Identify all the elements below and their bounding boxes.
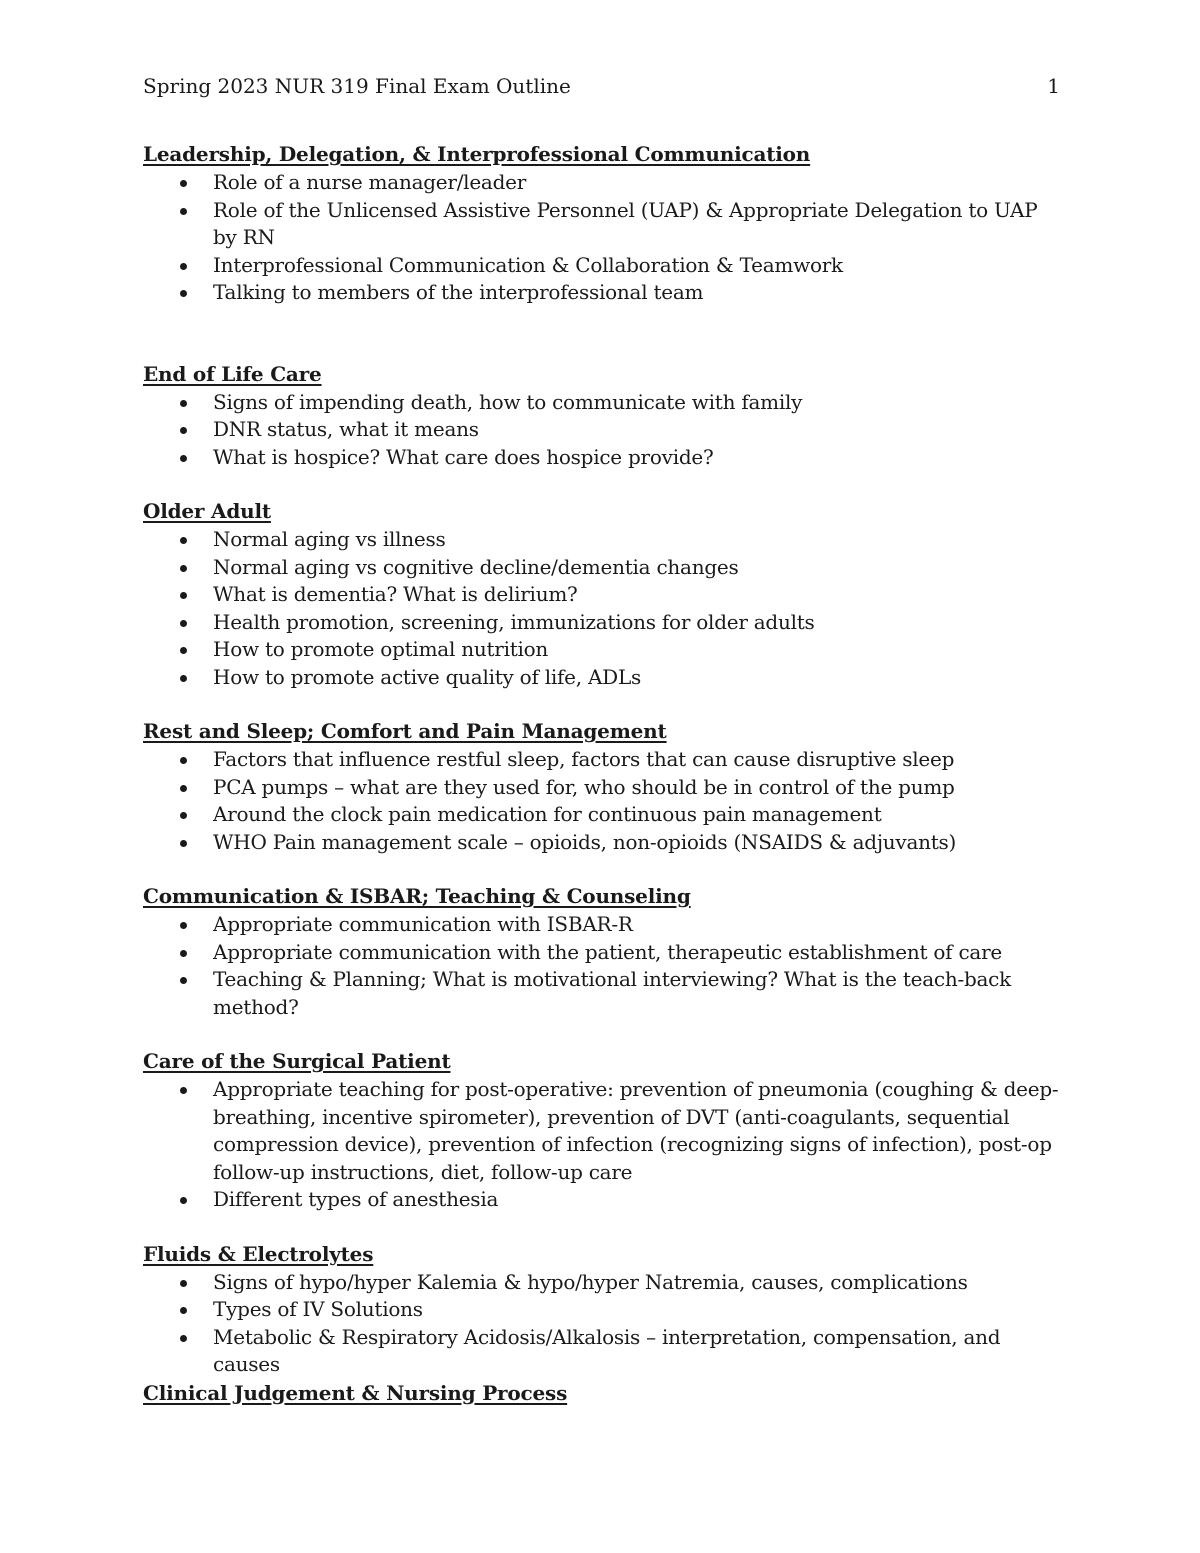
list-item [143,526,1063,554]
list-item [143,554,1063,582]
list-item [143,197,1063,252]
bullet-icon [180,565,187,572]
list-item [143,829,1063,857]
bullet-icon [180,537,187,544]
bullet-icon [180,1197,187,1204]
bullet-icon [180,180,187,187]
outline-section [143,360,1063,472]
list-item-text: WHO Pain management scale – opioids, non-opioids (NSAIDS & adjuvants) [213,829,957,854]
list-item [143,636,1063,664]
bullet-icon [180,1335,187,1342]
bullet-list [143,746,1063,856]
bullet-icon [180,675,187,682]
bullet-icon [180,592,187,599]
outline-section [143,140,1063,307]
section-heading: Rest and Sleep; Comfort and Pain Management [143,719,667,743]
list-item-text: Different types of anesthesia [213,1187,499,1211]
bullet-icon [180,620,187,627]
bullet-icon [180,922,187,929]
list-item-text: Factors that influence restful sleep, factors that can cause disruptive sleep [213,747,955,771]
list-item [143,774,1063,802]
section-heading: Clinical Judgement & Nursing Process [143,1380,568,1405]
list-item-text: Role of a nurse manager/leader [213,170,527,194]
bullet-icon [180,785,187,792]
section-heading: Older Adult [143,499,271,523]
list-item [143,252,1063,280]
list-item-text: Teaching & Planning; What is motivational interviewing? What is the teach-back method? [213,967,1011,1019]
list-item-text: How to promote optimal nutrition [213,637,549,661]
list-item [143,746,1063,774]
list-item [143,801,1063,829]
list-item [143,1186,1063,1214]
outline-section [143,497,1063,691]
list-item-text: What is hospice? What care does hospice provide? [213,444,714,469]
outline-section [143,1240,1063,1379]
list-item [143,1296,1063,1324]
bullet-icon [180,290,187,297]
outline-section [143,1047,1063,1214]
bullet-icon [180,977,187,984]
list-item-text: PCA pumps – what are they used for, who should be in control of the pump [213,774,955,799]
list-item-text: Appropriate communication with the patient, therapeutic establishment of care [213,939,1002,964]
list-item-text: Appropriate communication with ISBAR-R [213,912,633,936]
list-item-text: Normal aging vs cognitive decline/dementia changes [213,554,739,579]
bullet-icon [180,647,187,654]
bullet-list [143,169,1063,307]
section-heading: Care of the Surgical Patient [143,1049,451,1073]
outline-section [143,717,1063,856]
bullet-icon [180,812,187,819]
list-item-text: Health promotion, screening, immunizations for older adults [213,609,815,634]
bullet-icon [180,1307,187,1314]
list-item [143,279,1063,307]
list-item-text: Metabolic & Respiratory Acidosis/Alkalosis – interpretation, compensation, and causes [213,1324,1001,1376]
outline-section [143,882,1063,1021]
list-item [143,939,1063,967]
section-heading: Leadership, Delegation, & Interprofessional Communication [143,142,811,166]
bullet-icon [180,1280,187,1287]
list-item [143,664,1063,692]
list-item-text: Interprofessional Communication & Collaboration & Teamwork [213,252,843,277]
bullet-list [143,1269,1063,1379]
list-item [143,1269,1063,1297]
list-item-text: Appropriate teaching for post-operative: prevention of pneumonia (coughing & deep-breathing, incentive spirometer), prevention of DVT (anti-coagulants, sequential compression device), prevention of infection (recognizing signs of infection), post-op follow-up instructions, diet, follow-up care [213,1077,1059,1184]
bullet-icon [180,263,187,270]
list-item [143,911,1063,939]
list-item [143,581,1063,609]
list-item-text: What is dementia? What is delirium? [213,582,578,606]
list-item-text: Around the clock pain medication for continuous pain management [213,802,882,826]
section-heading: End of Life Care [143,361,322,386]
outline-section [143,1379,1063,1408]
bullet-list [143,1076,1063,1214]
bullet-list [143,389,1063,472]
bullet-icon [180,400,187,407]
bullet-list [143,911,1063,1021]
bullet-icon [180,455,187,462]
bullet-icon [180,950,187,957]
list-item [143,609,1063,637]
page-number: 1 [1047,74,1060,98]
section-heading: Fluids & Electrolytes [143,1241,374,1266]
list-item [143,1324,1063,1379]
bullet-icon [180,208,187,215]
list-item-text: Normal aging vs illness [213,527,446,551]
list-item [143,169,1063,197]
bullet-icon [180,757,187,764]
list-item-text: Signs of hypo/hyper Kalemia & hypo/hyper Natremia, causes, complications [213,1269,968,1294]
list-item [143,966,1063,1021]
list-item-text: Signs of impending death, how to communicate with family [213,389,803,414]
list-item-text: Talking to members of the interprofessional team [213,280,704,304]
header-title: Spring 2023 NUR 319 Final Exam Outline [143,74,571,98]
list-item-text: How to promote active quality of life, ADLs [213,664,641,689]
outline-content [143,140,1063,1408]
list-item [143,416,1063,444]
list-item [143,1076,1063,1186]
bullet-icon [180,1087,187,1094]
list-item-text: DNR status, what it means [213,417,479,441]
list-item-text: Types of IV Solutions [213,1297,423,1321]
bullet-list [143,526,1063,691]
bullet-icon [180,427,187,434]
section-heading: Communication & ISBAR; Teaching & Counseling [143,884,691,908]
list-item [143,389,1063,417]
bullet-icon [180,840,187,847]
page-header [143,73,1060,99]
list-item [143,444,1063,472]
list-item-text: Role of the Unlicensed Assistive Personnel (UAP) & Appropriate Delegation to UAP by RN [213,197,1038,249]
